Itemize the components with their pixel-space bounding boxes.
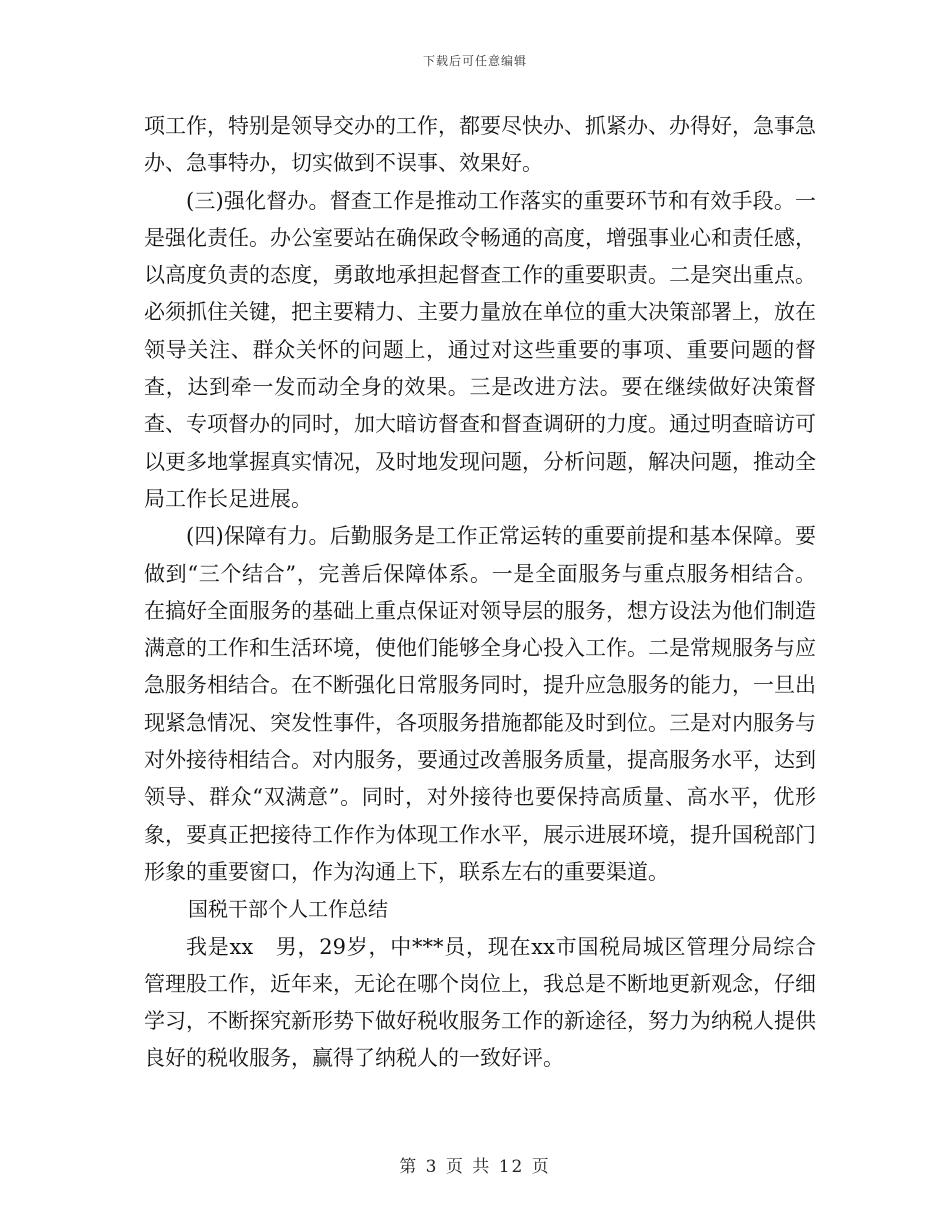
page-header: 下载后可任意编辑 — [422, 54, 527, 68]
paragraph-continuation: 项工作，特别是领导交办的工作，都要尽快办、抓紧办、办得好，急事急办、急事特办，切实做到不误事、效果好。 — [144, 114, 816, 176]
page-number: 第 3 页 共 12 页 — [399, 1157, 551, 1177]
paragraph-support: (四)保障有力。后勤服务是工作正常运转的重要前提和基本保障。要做到“三个结合”，完善后保障体系。一是全面服务与重点服务相结合。在搞好全面服务的基础上重点保证对领导层的服务，想方设法为他们制造满意的工作和生活环境，使他们能够全身心投入工作。二是常规服务与应急服务相结合。在不断强化日常服务同时，提升应急服务的能力，一旦出现紧急情况、突发性事件，各项服务措施都能及时到位。三是对内服务与对外接待相结合。对内服务，要通过改善服务质量，提高服务水平，达到领导、群众“双满意”。同时，对外接待也要保持高质量、高水平，优形象，要真正把接待工作作为体现工作水平，展示进展环境，提升国税部门形象的重要窗口，作为沟通上下，联系左右的重要渠道。 — [144, 524, 816, 884]
paragraph-supervision: (三)强化督办。督查工作是推动工作落实的重要环节和有效手段。一是强化责任。办公室要站在确保政令畅通的高度，增强事业心和责任感，以高度负责的态度，勇敢地承担起督查工作的重要职责。二是突出重点。必须抓住关键，把主要精力、主要力量放在单位的重大决策部署上，放在领导关注、群众关怀的问题上，通过对这些重要的事项、重要问题的督查，达到牵一发而动全身的效果。三是改进方法。要在继续做好决策督查、专项督办的同时，加大暗访督查和督查调研的力度。通过明查暗访可以更多地掌握真实情况，及时地发现问题，分析问题，解决问题，推动全局工作长足进展。 — [144, 188, 816, 511]
section-title: 国税干部个人工作总结 — [188, 897, 388, 922]
document-body — [144, 108, 816, 1078]
paragraph-intro: 我是xx 男，29岁，中***员，现在xx市国税局城区管理分局综合管理股工作，近年来，无论在哪个岗位上，我总是不断地更新观念，仔细学习，不断探究新形势下做好税收服务工作的新途径，努力为纳税人提供良好的税收服务，赢得了纳税人的一致好评。 — [144, 934, 816, 1071]
